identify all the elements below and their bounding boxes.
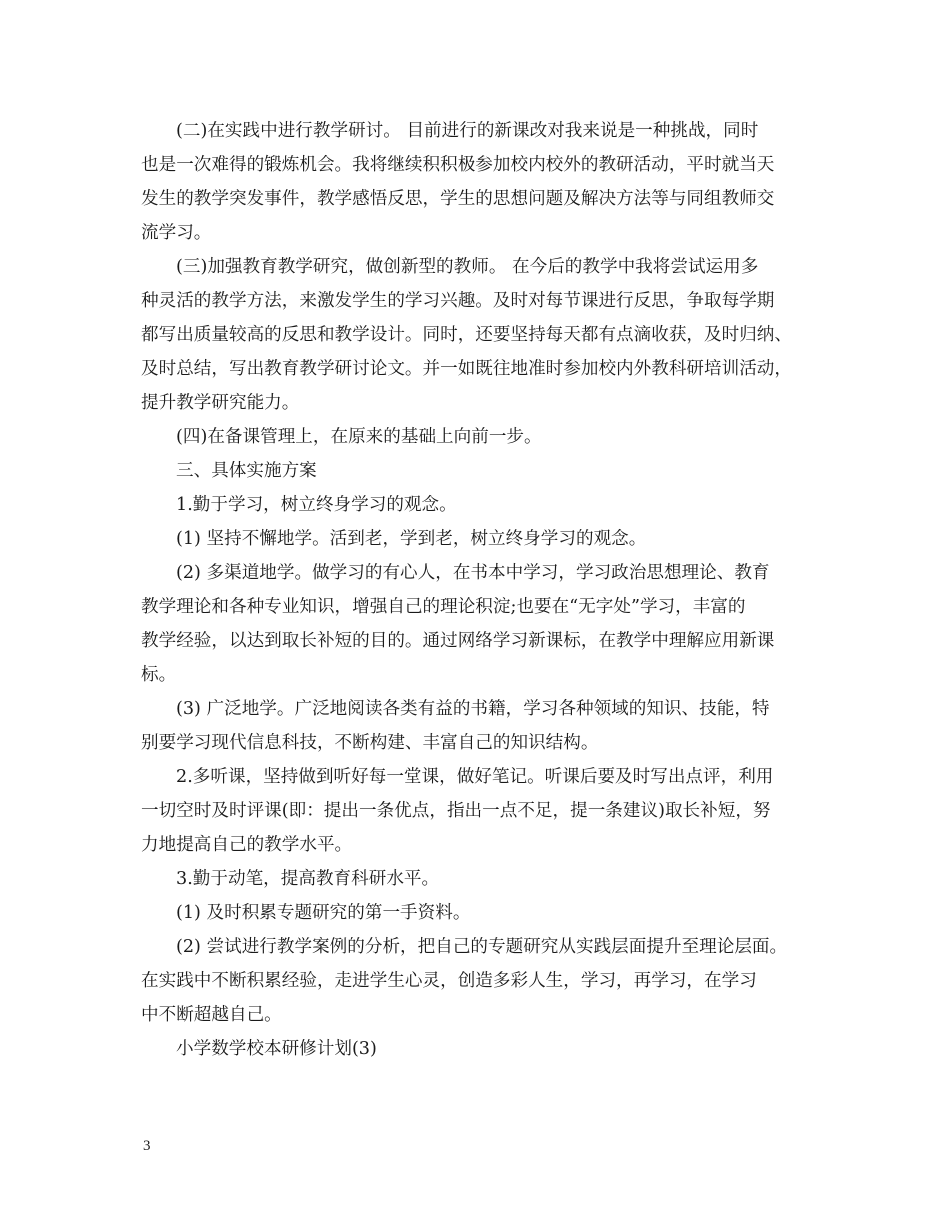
text-line: 提升教学研究能力。 xyxy=(141,393,300,413)
page-number: 3 xyxy=(143,1138,151,1154)
text-line: (三)加强教育教学研究，做创新型的教师。 在今后的教学中我将尝试运用多 xyxy=(176,257,759,277)
text-line: 在实践中不断积累经验，走进学生心灵，创造多彩人生，学习，再学习，在学习 xyxy=(141,971,757,991)
text-line: 中不断超越自己。 xyxy=(141,1005,282,1025)
text-line: 流学习。 xyxy=(141,223,212,243)
text-line: (1) 及时积累专题研究的第一手资料。 xyxy=(176,903,471,923)
text-line: (二)在实践中进行教学研讨。 目前进行的新课改对我来说是一种挑战，同时 xyxy=(176,121,759,141)
text-line: 1.勤于学习，树立终身学习的观念。 xyxy=(176,495,457,515)
section-title: 小学数学校本研修计划(3) xyxy=(176,1039,377,1059)
text-line: 力地提高自己的教学水平。 xyxy=(141,835,353,855)
text-line: 一切空时及时评课(即：提出一条优点，指出一点不足，提一条建议)取长补短，努 xyxy=(141,801,771,821)
text-line: (3) 广泛地学。广泛地阅读各类有益的书籍，学习各种领域的知识、技能，特 xyxy=(176,699,770,719)
text-line: 标。 xyxy=(141,665,177,685)
text-line: (四)在备课管理上，在原来的基础上向前一步。 xyxy=(176,427,542,447)
text-line: 都写出质量较高的反思和教学设计。同时，还要坚持每天都有点滴收获，及时归纳、 xyxy=(141,325,792,345)
text-line: 2.多听课，坚持做到听好每一堂课，做好笔记。听课后要及时写出点评，利用 xyxy=(176,767,774,787)
text-line: (2) 多渠道地学。做学习的有心人，在书本中学习，学习政治思想理论、教育 xyxy=(176,563,770,583)
text-line: 教学理论和各种专业知识，增强自己的理论积淀;也要在“无字处”学习，丰富的 xyxy=(141,597,746,617)
section-heading: 三、具体实施方案 xyxy=(176,461,317,481)
text-line: 种灵活的教学方法，来激发学生的学习兴趣。及时对每节课进行反思，争取每学期 xyxy=(141,291,775,311)
text-line: 3.勤于动笔，提高教育科研水平。 xyxy=(176,869,440,889)
text-line: 发生的教学突发事件，教学感悟反思，学生的思想问题及解决方法等与同组教师交 xyxy=(141,189,775,209)
text-line: 也是一次难得的锻炼机会。我将继续积积极参加校内校外的教研活动，平时就当天 xyxy=(141,155,775,175)
text-line: (1) 坚持不懈地学。活到老，学到老，树立终身学习的观念。 xyxy=(176,529,647,549)
text-line: 及时总结，写出教育教学研讨论文。并一如既往地准时参加校内外教科研培训活动， xyxy=(141,359,792,379)
text-line: (2) 尝试进行教学案例的分析，把自己的专题研究从实践层面提升至理论层面。 xyxy=(176,937,788,957)
text-line: 教学经验，以达到取长补短的目的。通过网络学习新课标，在教学中理解应用新课 xyxy=(141,631,775,651)
text-line: 别要学习现代信息科技，不断构建、丰富自己的知识结构。 xyxy=(141,733,599,753)
